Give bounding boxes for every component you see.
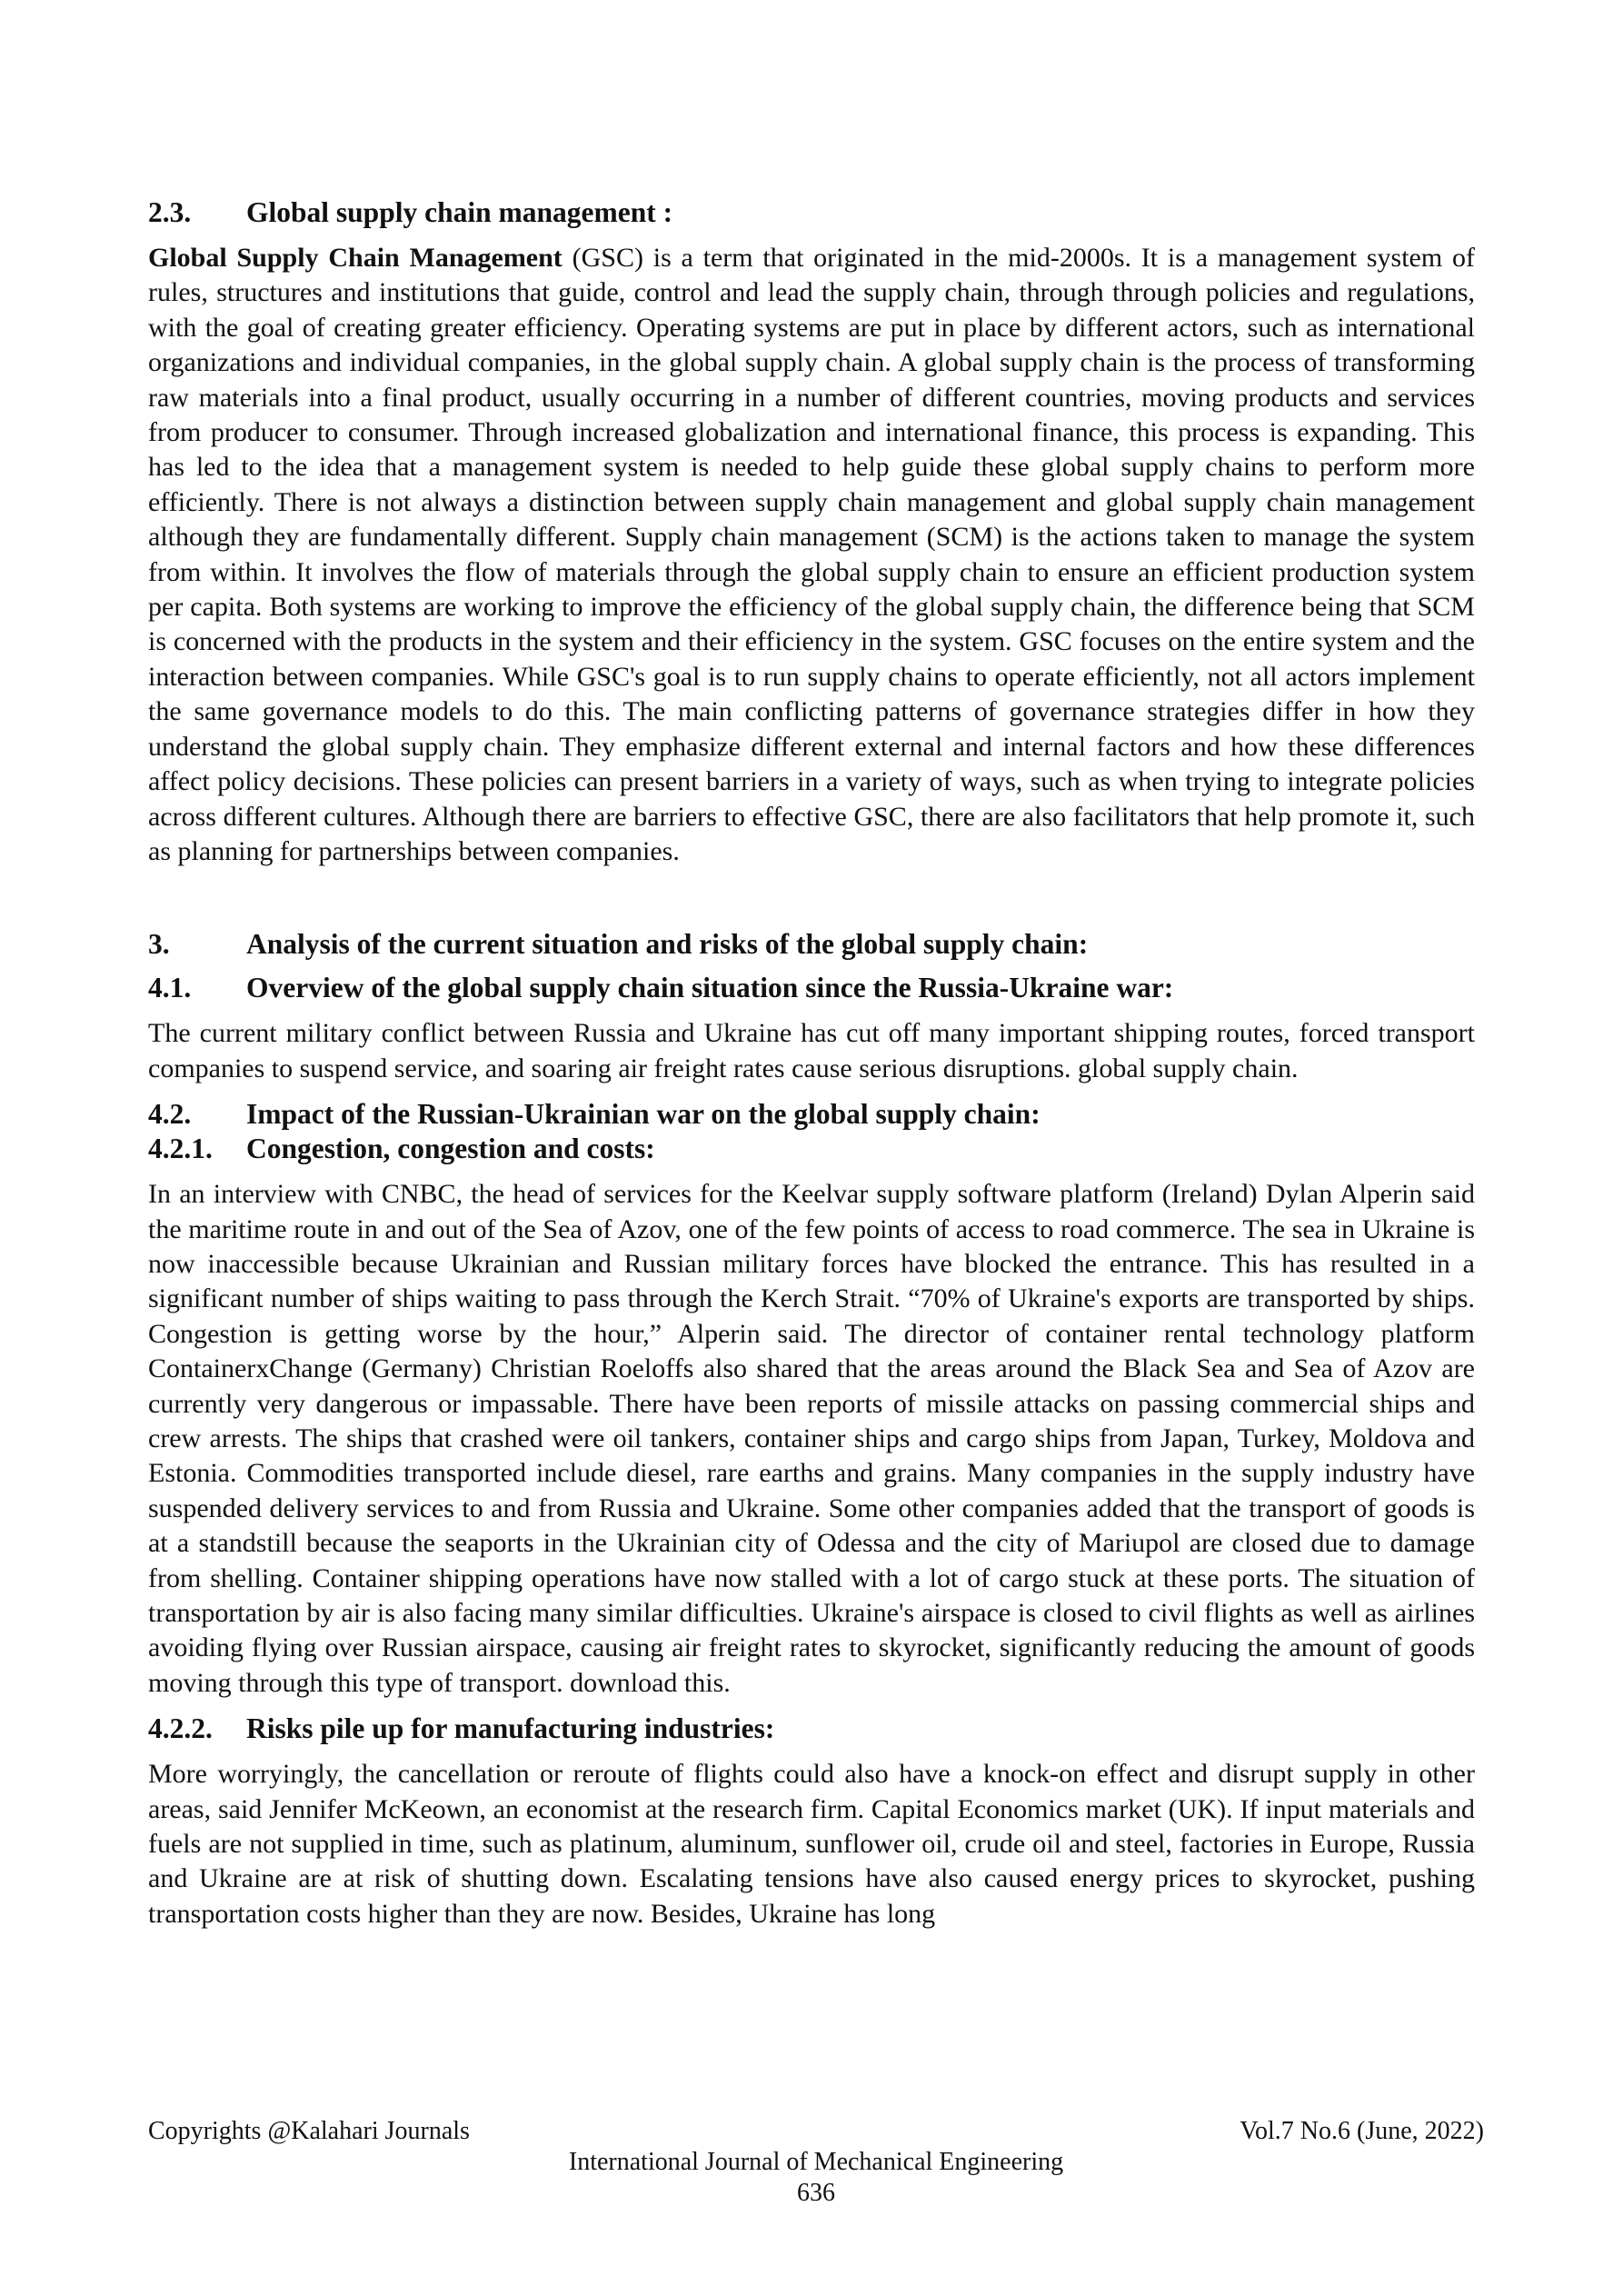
footer-journal-name: International Journal of Mechanical Engineering bbox=[568, 2148, 1064, 2176]
page-body bbox=[148, 195, 1475, 1932]
section-number: 4.2.2. bbox=[148, 1712, 213, 1745]
section-heading-4-2-1 bbox=[148, 1132, 1475, 1166]
footer-row bbox=[148, 2116, 1484, 2147]
paragraph-text: (GSC) is a term that originated in the mid-2000s. It is a management system of rules, structures and institutions that guide, control and lead the supply chain, through through policies and regulations, with the goal of creating greater efficiency. Operating systems are put in place by different actors, such as international organizations and individual companies, in the global supply chain. A global supply chain is the process of transforming raw materials into a final product, usually occurring in a number of different countries, moving products and services from producer to consumer. Through increased globalization and international finance, this process is expanding. This has led to the idea that a management system is needed to help guide these global supply chains to perform more efficiently. There is not always a distinction between supply chain management and global supply chain management although they are fundamentally different. Supply chain management (SCM) is the actions taken to manage the system from within. It involves the flow of materials through the global supply chain to ensure an efficient production system per capita. Both systems are working to improve the efficiency of the global supply chain, the difference being that SCM is concerned with the products in the system and their efficiency in the system. GSC focuses on the entire system and the interaction between companies. While GSC's goal is to run supply chains to operate efficiently, not all actors implement the same governance models to do this. The main conflicting patterns of governance strategies differ in how they understand the global supply chain. They emphasize different external and internal factors and how these differences affect policy decisions. These policies can present barriers in a variety of ways, such as when trying to integrate policies across different cultures. Although there are barriers to effective GSC, there are also facilitators that help promote it, such as planning for partnerships between companies. bbox=[148, 243, 1475, 866]
section-number: 4.2. bbox=[148, 1098, 192, 1131]
paragraph-4-2-1: In an interview with CNBC, the head of services for the Keelvar supply software platform (Ireland) Dylan Alperin said the maritime route in and out of the Sea of Azov, one of the few points of access to road commerce. The sea in Ukraine is now inaccessible because Ukrainian and Russian military forces have blocked the entrance. This has resulted in a significant number of ships waiting to pass through the Kerch Strait. “70% of Ukraine's exports are transported by ships. Congestion is getting worse by the hour,” Alperin said. The director of container rental technology platform ContainerxChange (Germany) Christian Roeloffs also shared that the areas around the Black Sea and Sea of Azov are currently very dangerous or impassable. There have been reports of missile attacks on passing commercial ships and crew arrests. The ships that crashed were oil tankers, container ships and cargo ships from Japan, Turkey, Moldova and Estonia. Commodities transported include diesel, rare earths and grains. Many companies in the supply industry have suspended delivery services to and from Russia and Ukraine. Some other companies added that the transport of goods is at a standstill because the seaports in the Ukrainian city of Odessa and the city of Mariupol are closed due to damage from shelling. Container shipping operations have now stalled with a lot of cargo stuck at these ports. The situation of transportation by air is also facing many similar difficulties. Ukraine's airspace is closed to civil flights as well as airlines avoiding flying over Russian airspace, causing air freight rates to skyrocket, significantly reducing the amount of goods moving through this type of transport. download this. bbox=[148, 1179, 1475, 1698]
section-title: Global supply chain management : bbox=[246, 196, 673, 228]
section-heading-2-3 bbox=[148, 195, 1475, 230]
page-footer bbox=[148, 2116, 1484, 2209]
paragraph-2-3 bbox=[148, 241, 1475, 869]
section-title: Analysis of the current situation and risks of the global supply chain: bbox=[246, 928, 1089, 961]
section-heading-4-1 bbox=[148, 971, 1475, 1005]
section-title: Impact of the Russian-Ukrainian war on the global supply chain: bbox=[246, 1098, 1041, 1131]
bold-term: Global Supply Chain Management bbox=[148, 243, 563, 273]
footer-copyright: Copyrights @Kalahari Journals bbox=[148, 2117, 470, 2145]
section-title: Congestion, congestion and costs: bbox=[246, 1133, 655, 1165]
section-heading-3 bbox=[148, 927, 1475, 962]
section-heading-4-2 bbox=[148, 1097, 1475, 1132]
section-title: Risks pile up for manufacturing industries: bbox=[246, 1712, 775, 1745]
footer-volume: Vol.7 No.6 (June, 2022) bbox=[1240, 2117, 1484, 2145]
section-number: 4.2.1. bbox=[148, 1133, 213, 1165]
section-heading-4-2-2 bbox=[148, 1712, 1475, 1746]
section-number: 3. bbox=[148, 928, 170, 961]
page-number: 636 bbox=[797, 2179, 835, 2207]
paragraph-4-2-2: More worryingly, the cancellation or reroute of flights could also have a knock-on effect and disrupt supply in other areas, said Jennifer McKeown, an economist at the research firm. Capital Economics market (UK). If input materials and fuels are not supplied in time, such as platinum, aluminum, sunflower oil, crude oil and steel, factories in Europe, Russia and Ukraine are at risk of shutting down. Escalating tensions have also caused energy prices to skyrocket, pushing transportation costs higher than they are now. Besides, Ukraine has long bbox=[148, 1759, 1475, 1929]
section-title: Overview of the global supply chain situation since the Russia-Ukraine war: bbox=[246, 972, 1174, 1004]
section-number: 2.3. bbox=[148, 196, 192, 228]
paragraph-4-1: The current military conflict between Russia and Ukraine has cut off many important shipping routes, forced transport companies to suspend service, and soaring air freight rates cause serious disruptions. global supply chain. bbox=[148, 1018, 1475, 1083]
section-number: 4.1. bbox=[148, 972, 192, 1004]
